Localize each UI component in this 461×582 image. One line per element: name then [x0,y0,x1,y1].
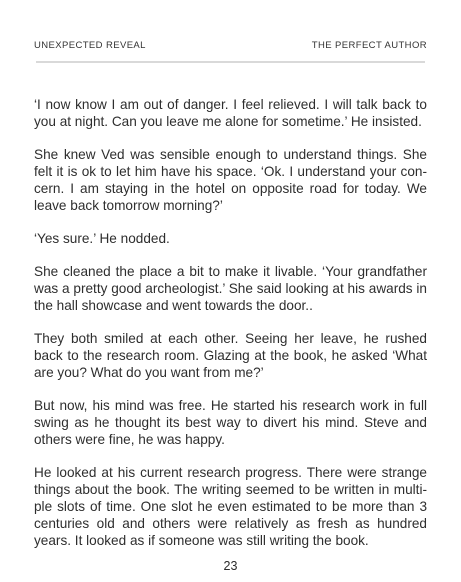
header-divider [36,61,425,63]
running-header [34,40,427,51]
paragraph: ‘Yes sure.’ He nodded. [34,231,170,246]
book-title: THE PERFECT AUTHOR [311,40,427,51]
paragraph: ‘I now know I am out of danger. I feel relieved. I will talk back to you at night. Can you leave me alone for sometime.’ He insisted. [34,97,427,129]
paragraph: He looked at his current research progress. There were strange things about the book. The writing seemed to be written in multi-ple slots of time. One slot he even estimated to be more than 3 centuries old and others were relatively as fresh as hundred years. It looked as if someone was still writing the book. [34,465,427,548]
paragraph: But now, his mind was free. He started his research work in full swing as he thought its best way to divert his mind. Steve and others were fine, he was happy. [34,398,427,447]
chapter-title: UNEXPECTED REVEAL [34,40,146,51]
page-number: 23 [223,559,238,573]
paragraph: She knew Ved was sensible enough to understand things. She felt it is ok to let him have his space. ‘Ok. I understand your con-cern. I am staying in the hotel on opposite road for today. We leave back tomorrow morning?’ [34,147,427,213]
paragraph: She cleaned the place a bit to make it livable. ‘Your grandfather was a pretty good archeologist.’ She said looking at his awards in the hall showcase and went towards the door.. [34,264,427,313]
page-body [34,96,427,565]
paragraph: They both smiled at each other. Seeing her leave, he rushed back to the research room. Glazing at the book, he asked ‘What are you? What do you want from me?’ [34,331,427,380]
